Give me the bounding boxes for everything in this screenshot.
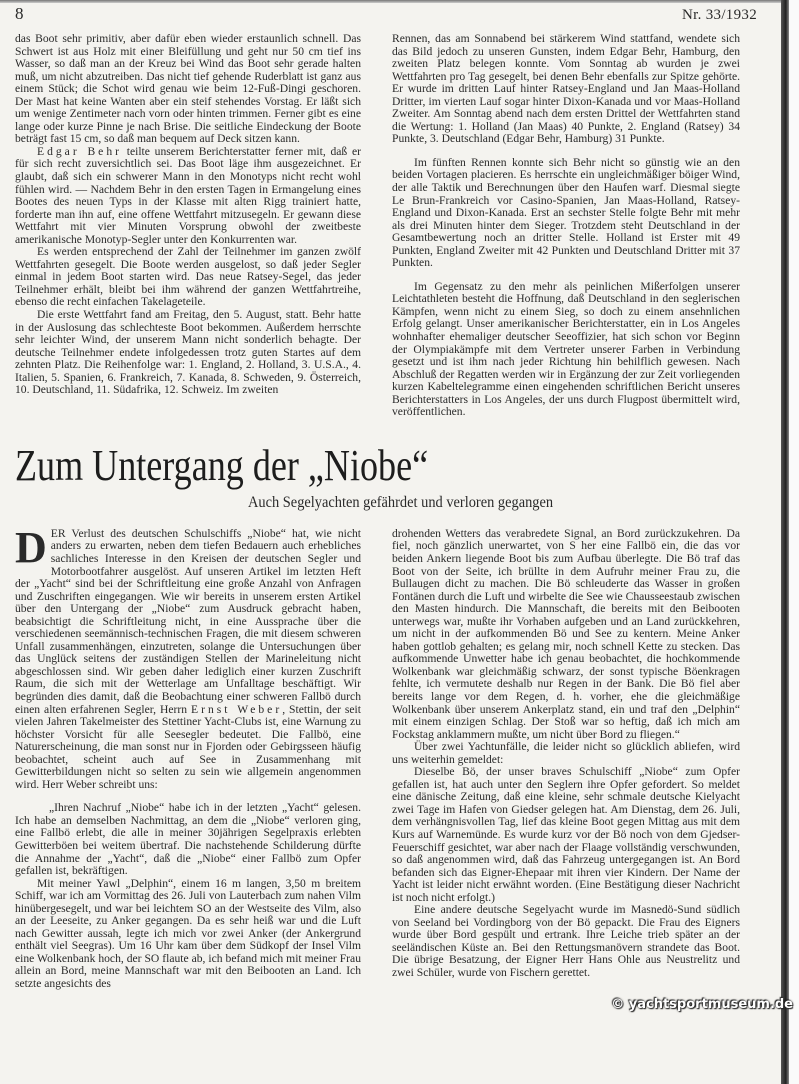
top-article xyxy=(15,33,743,419)
article-right-column xyxy=(392,528,740,980)
paragraph: drohenden Wetters das verabredete Signal, an Bord zurückzukehren. Da fiel, noch gänzlich unerwartet, von S her eine Fallbö ein, die das vor beiden Ankern liegende Boot bis zum Aufbau überlegte. Die Bö traf das Boot von der Seite, ich brüllte in dem Aufruhr meiner Frau zu, die Bullaugen dicht zu machen. Die Bö schleuderte das Wasser in großen Fontänen durch die Luft und wirbelte die See wie Chausseestaub zwischen den Masten hindurch. Die Mannschaft, die bereits mit den Beibooten unterwegs war, mußte ihr Vorhaben aufgeben und an Land zurückkehren, um nicht in der aufkommenden Bö und See zu kentern. Meine Anker haben gottlob gehalten; es gelang mir, noch schnell Kette zu stecken. Das aufkommende Unwetter habe ich genau beobachtet, die hochkommende Wolkenbank war gleichmäßig schwarz, der sonst typische Böenkragen fehlte, ich vermutete deshalb nur Regen in der Bank. Die Bö fiel aber bereits lange vor dem Regen, d. h. vorher, ehe die gleichmäßige Wolkenbank über unserem Ankerplatz stand, ein und traf den „Delphin“ mit einem einzigen Schlag. Der Stoß war so heftig, daß ich mich am Fockstag anklammern mußte, um nicht über Bord zu fliegen.“ xyxy=(392,526,740,741)
paragraph: Rennen, das am Sonnabend bei stärkerem Wind stattfand, wendete sich das Bild jedoch zu unseren Gunsten, indem Edgar Behr, Hamburg, den zweiten Platz belegen konnte. Vom Sonntag ab wurden je zwei Wettfahrten pro Tag gesegelt, bei denen Behr ebenfalls zur Spitze gehörte. Er wurde im dritten Lauf hinter Ratsey-England und Jan Maas-Holland Dritter, im vierten Lauf sogar hinter Dixon-Kanada und vor Maas-Holland Zweiter. Am Sonntag abend nach dem ersten Drittel der Wettfahrten stand die Wertung: 1. Holland (Jan Maas) 40 Punkte, 2. England (Ratsey) 34 Punkte, 3. Deutschland (Edgar Behr, Hamburg) 31 Punkte. xyxy=(392,32,740,146)
spaced-name: Edgar Behr xyxy=(37,144,122,158)
paragraph xyxy=(15,146,361,246)
spaced-name: Ernst Weber xyxy=(191,702,283,716)
page-header xyxy=(15,4,757,33)
paragraph: Dieselbe Bö, der unser braves Schulschiff „Niobe“ zum Opfer gefallen ist, hat auch unter den Seglern ihre Opfer gefordert. So meldet eine dänische Zeitung, daß eine kleine, sehr schmale deutsche Kielyacht zwei Tage im Hafen von Giedser gelegen hat. Am Dienstag, dem 26. Juli, dem verhängnisvollen Tag, lief das kleine Boot gegen Mittag aus mit dem Kurs auf Warnemünde. Es wurde kurz vor der Bö noch von dem Gjedser-Feuerschiff gesichtet, war aber nach der Flaage vollständig verschwunden, so daß angenommen wird, daß das Fahrzeug untergegangen ist. An Bord befanden sich das Eigner-Ehepaar mit ihren vier Kindern. Der Name der Yacht ist leider nicht erwähnt worden. (Eine Bestätigung dieser Nachricht ist noch nicht erfolgt.) xyxy=(392,765,740,904)
page-margin xyxy=(789,0,799,1084)
paragraph: Im fünften Rennen konnte sich Behr nicht so günstig wie an den beiden Vortagen placieren. Es herrschte ein ungleichmäßiger böiger Wind, der alle Taktik und Berechnungen über den Haufen warf. Diesmal siegte Le Brun-Frankreich vor Casino-Spanien, Jan Maas-Holland, Ratsey-England und Dixon-Kanada. Erst an sechster Stelle folgte Behr mit mehr als drei Minuten hinter dem Sieger. Trotzdem steht Deutschland in der Gesamtbewertung noch an dritter Stelle. Holland ist Erster mit 49 Punkten, England Zweiter mit 42 Punkten und Deutschland Dritter mit 37 Punkten. xyxy=(392,155,740,270)
paragraph: Mit meiner Yawl „Delphin“, einem 16 m langen, 3,50 m breitem Schiff, war ich am Vormittag des 26. Juli von Lauterbach zum nahen Vilm hinübergesegelt, und war bei leichtem SO an der Westseite des Vilm, also an der Leeseite, zu Anker gegangen. Da es sehr heiß war und die Luft nach Gewitter aussah, legte ich mich vor zwei Anker (der Ankergrund enthält viel Seegras). Um 16 Uhr kam über dem Südkopf der Insel Vilm eine Wolkenbank hoch, der SO flaute ab, ich befand mich mit meiner Frau allein an Bord, meine Mannschaft war mit den Beibooten an Land. Ich setzte angesichts des xyxy=(15,876,361,990)
quoted-paragraph: „Ihren Nachruf „Niobe“ habe ich in der letzten „Yacht“ gelesen. Ich habe an demselben Nachmittag, an dem die „Niobe“ verloren ging, eine Fallbö erlebt, die alle in meiner 30jährigen Segelpraxis erlebten Gewitterböen bei weitem übertraf. Die nachstehende Schilderung dürfte die Annahme der „Yacht“, daß die „Niobe“ einer Fallbö zum Opfer gefallen ist, bekräftigen. xyxy=(15,801,361,878)
paragraph: Im Gegensatz zu den mehr als peinlichen Mißerfolgen unserer Leichtathleten besteht die Hoffnung, daß Deutschland in den seglerischen Kämpfen, wenn nicht zu einem Sieg, so doch zu einem ansehnlichen Erfolg gelangt. Unser amerikanischer Berichterstatter, ein in Los Angeles wohnhafter ehemaliger deutscher Seeoffizier, hat sich schon vor Beginn der Olympiakämpfe mit dem Vertreter unserer Farben in Verbindung gesetzt und ist ihm nach jeder Richtung hin behilflich gewesen. Nach Abschluß der Regatten werden wir in Ergänzung der zur Zeit vorliegenden kurzen Kabeltelegramme einen eingehenden schriftlichen Bericht unseres Berichterstatters in Los Angeles, der uns durch Flugpost übermittelt wird, veröffentlichen. xyxy=(392,279,740,419)
paragraph: Die erste Wettfahrt fand am Freitag, den 5. August, statt. Behr hatte in der Auslosung das schlechteste Boot bekommen. Außerdem herrschte sehr leichter Wind, der unserem Mann nicht sonderlich behagte. Der deutsche Teilnehmer endete infolgedessen trotz guten Startes auf dem zehnten Platz. Die Reihenfolge war: 1. England, 2. Holland, 3. U.S.A., 4. Italien, 5. Spanien, 6. Frankreich, 7. Kanada, 8. Schweden, 9. Österreich, 10. Deutschland, 11. Südafrika, 12. Schweiz. Im zweiten xyxy=(15,308,361,397)
article-body xyxy=(15,522,743,991)
paragraph xyxy=(15,522,361,791)
paragraph: Eine andere deutsche Segelyacht wurde im Masnedö-Sund südlich von Seeland bei Vordingborg von der Bö gepackt. Die Frau des Eigners wurde über Bord gespült und ertrank. Ihre Leiche trieb später an der seeländischen Küste an. Bei den Rettungsmanövern strandete das Boot. Die übrige Besatzung, der Eigner Herr Hans Ohle aus Neustrelitz und zwei Schüler, wurde von Fischern gerettet. xyxy=(392,903,740,979)
watermark: © yachtsportmuseum.de xyxy=(611,996,793,1012)
paragraph-text: , Stettin, der seit vielen Jahren Takelmeister des Stettiner Yacht-Clubs ist, eine Warnung zu höchster Vorsicht für alle Seesegler bedeutet. Die Fallbö, eine Naturerscheinung, die man sonst nur in Fjorden oder Gebirgsseen häufig beobachtet, scheint auch auf See in Zusammenhang mit Gewitterbildungen nicht so selten zu sein wie allgemein angenommen wird. Herr Weber schreibt uns: xyxy=(15,702,361,791)
top-article-left-column xyxy=(15,33,361,397)
issue-number: Nr. 33/1932 xyxy=(682,7,757,23)
page-binding-shadow xyxy=(781,0,789,1084)
watermark-row xyxy=(15,997,793,1013)
article-title: Zum Untergang der „Niobe“ xyxy=(15,440,429,490)
paragraph: Es werden entsprechend der Zahl der Teilnehmer im ganzen zwölf Wettfahrten gesegelt. Die Boote werden ausgelost, so daß jeder Segler einmal in jedem Boot starten wird. Das neue Ratsey-Segel, das jeder Teilnehmer erhält, bleibt bei ihm während der ganzen Wettfahrtreihe, ebenso die recht einfachen Takelageteile. xyxy=(15,245,361,309)
drop-cap: D xyxy=(15,522,47,572)
top-article-right-column xyxy=(392,33,740,419)
page-number: 8 xyxy=(15,4,24,23)
article-subtitle: Auch Segelyachten gefährdet und verloren gegangen xyxy=(248,493,554,511)
paragraph: das Boot sehr primitiv, aber dafür eben wieder erstaunlich schnell. Das Schwert ist aus Holz mit einer Bleifüllung und geht nur 50 cm tief ins Wasser, so daß man an der Kreuz bei Wind das Boot sehr gerade halten muß, um nicht abzutreiben. Das nicht tief gehende Ruderblatt ist ganz aus einem Stück; die Schot wird genau wie beim 12-Fuß-Dingi geschoren. Der Mast hat keine Wanten aber ein steif stehendes Vorstag. Er läßt sich um wenige Zentimeter nach vorn oder hinten trimmen. Ferner gibt es eine lange oder kurze Pinne je nach Brise. Die seitliche Eindeckung der Boote beträgt fast 15 cm, so daß man bequem auf Deck sitzen kann. xyxy=(15,32,361,146)
paragraph-text: ER Verlust des deutschen Schulschiffs „Niobe“ hat, wie nicht anders zu erwarten, neben dem tiefen Bedauern auch erhebliches sachliches Interesse in den Kreisen der deutschen Segler und Motorbootfahrer ausgelöst. Auf unseren Artikel im letzten Heft der „Yacht“ sind bei der Schriftleitung eine große Anzahl von Anfragen und Zuschriften eingegangen. Wie wir bereits in unserem ersten Artikel über den Untergang der „Niobe“ zum Ausdruck gebracht haben, beabsichtigt die Schriftleitung nicht, in eine Aussprache über die verschiedenen seemännisch-technischen Fragen, die mit diesem schweren Unfall zusammenhängen, einzutreten, solange die Untersuchungen über das Unglück seitens der zuständigen Stellen der Marineleitung nicht abgeschlossen sind. Wir geben daher lediglich einer kurzen Zuschrift Raum, die sich mit der Wetterlage am Unfalltage beschäftigt. Wir begründen dies damit, daß die Beobachtung einer schweren Fallbö durch einen alten erfahrenen Segler, Herrn xyxy=(15,526,361,716)
paragraph-text: teilte unserem Berichterstatter ferner mit, daß er für sich recht zuversichtlich sei. Das Boot läge ihm ausgezeichnet. Er glaubt, daß sich ein schwerer Mann in den Monotyps nicht recht wohl fühlen wird. — Nachdem Behr in den ersten Tagen in Ermangelung eines Bootes des neuen Typs in der Klasse mit alten Rigg trainiert hatte, forderte man ihn auf, eine offene Wettfahrt mitzusegeln. Er gewann diese Wettfahrt mit vier Minuten Vorsprung obwohl der zweitbeste amerikanische Monotyp-Segler unter den Konkurrenten war. xyxy=(15,144,361,246)
paragraph: Über zwei Yachtunfälle, die leider nicht so glücklich abliefen, wird uns weiterhin gemeldet: xyxy=(392,740,740,766)
article-left-column xyxy=(15,522,361,991)
